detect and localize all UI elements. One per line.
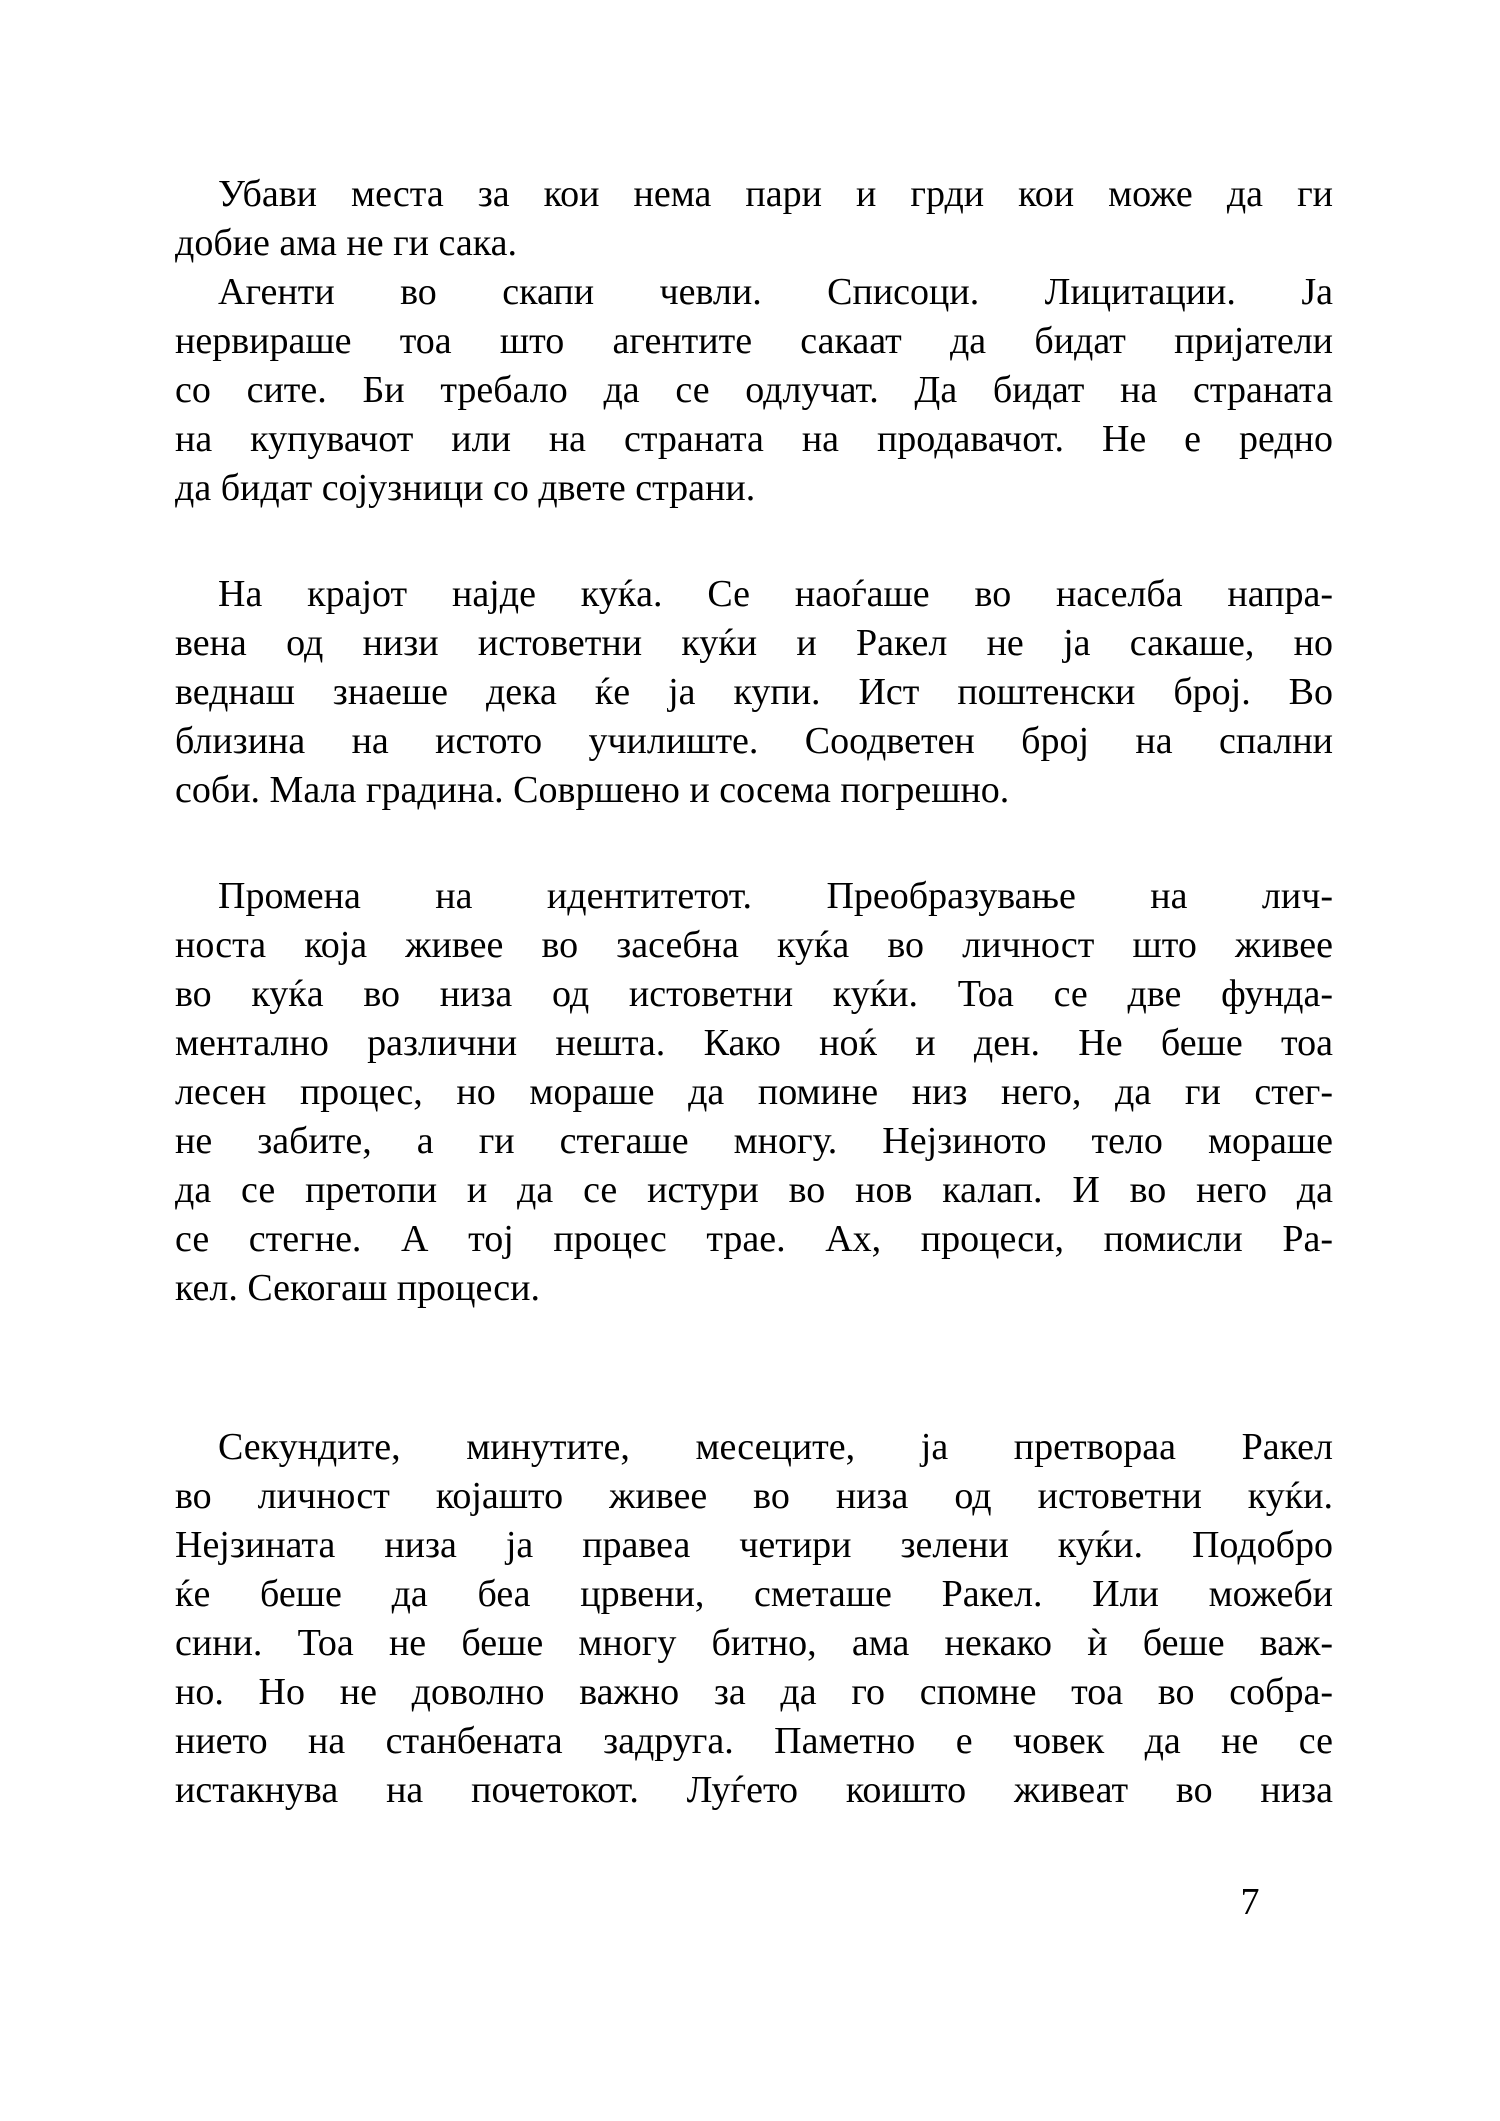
paragraph: [175, 570, 1333, 815]
text-line: лесен процес, но мораше да помине низ него, да ги стег-: [175, 1071, 1333, 1113]
page-number: 7: [1240, 1881, 1260, 1923]
text-line: вена од низи истоветни куќи и Ракел не ја сакаше, но: [175, 622, 1333, 664]
text-line: кел. Секогаш процеси.: [175, 1267, 540, 1309]
text-line: во куќа во низа од истоветни куќи. Тоа се две фунда-: [175, 973, 1333, 1015]
paragraph: [175, 268, 1333, 513]
text-line: на купувачот или на страната на продавачот. Не е редно: [175, 418, 1333, 460]
text-line: близина на истото училиште. Соодветен број на спални: [175, 720, 1333, 762]
text-line: ментално различни нешта. Како ноќ и ден. Не беше тоа: [175, 1022, 1333, 1064]
text-line: во личност којашто живее во низа од истоветни куќи.: [175, 1475, 1333, 1517]
text-line: ќе беше да беа црвени, сметаше Ракел. Или можеби: [175, 1573, 1333, 1615]
paragraph: [175, 872, 1333, 1313]
text-line: соби. Мала градина. Совршено и сосема погрешно.: [175, 769, 1010, 811]
text-line: веднаш знаеше дека ќе ја купи. Ист поштенски број. Во: [175, 671, 1333, 713]
text-line: Промена на идентитетот. Преобразување на лич-: [218, 875, 1333, 917]
text-line: сини. Тоа не беше многу битно, ама некако ѝ беше важ-: [175, 1622, 1333, 1664]
text-line: нервираше тоа што агентите сакаат да бидат пријатели: [175, 320, 1333, 362]
text-line: Нејзината низа ја правеа четири зелени куќи. Подобро: [175, 1524, 1333, 1566]
text-line: не забите, а ги стегаше многу. Нејзиното тело мораше: [175, 1120, 1333, 1162]
text-line: нието на станбената задруга. Паметно е човек да не се: [175, 1720, 1333, 1762]
text-line: На крајот најде куќа. Се наоѓаше во населба напра-: [218, 573, 1333, 615]
text-line: но. Но не доволно важно за да го спомне тоа во собра-: [175, 1671, 1333, 1713]
paragraph: [175, 170, 1333, 268]
text-block: [175, 170, 1333, 1815]
text-line: со сите. Би требало да се одлучат. Да бидат на страната: [175, 369, 1333, 411]
text-line: се стегне. А тој процес трае. Ах, процеси, помисли Ра-: [175, 1218, 1333, 1260]
text-line: Секундите, минутите, месеците, ја претвораа Ракел: [218, 1426, 1333, 1468]
paragraph: [175, 1423, 1333, 1815]
text-line: истакнува на почетокот. Луѓето коишто живеат во низа: [175, 1769, 1333, 1811]
text-line: добие ама не ги сака.: [175, 222, 517, 264]
text-line: Убави места за кои нема пари и грди кои може да ги: [218, 173, 1333, 215]
text-line: Агенти во скапи чевли. Списоци. Лицитации. Ја: [218, 271, 1333, 313]
text-line: да бидат сојузници со двете страни.: [175, 467, 756, 509]
text-line: да се претопи и да се истури во нов калап. И во него да: [175, 1169, 1333, 1211]
text-line: носта која живее во засебна куќа во личност што живее: [175, 924, 1333, 966]
